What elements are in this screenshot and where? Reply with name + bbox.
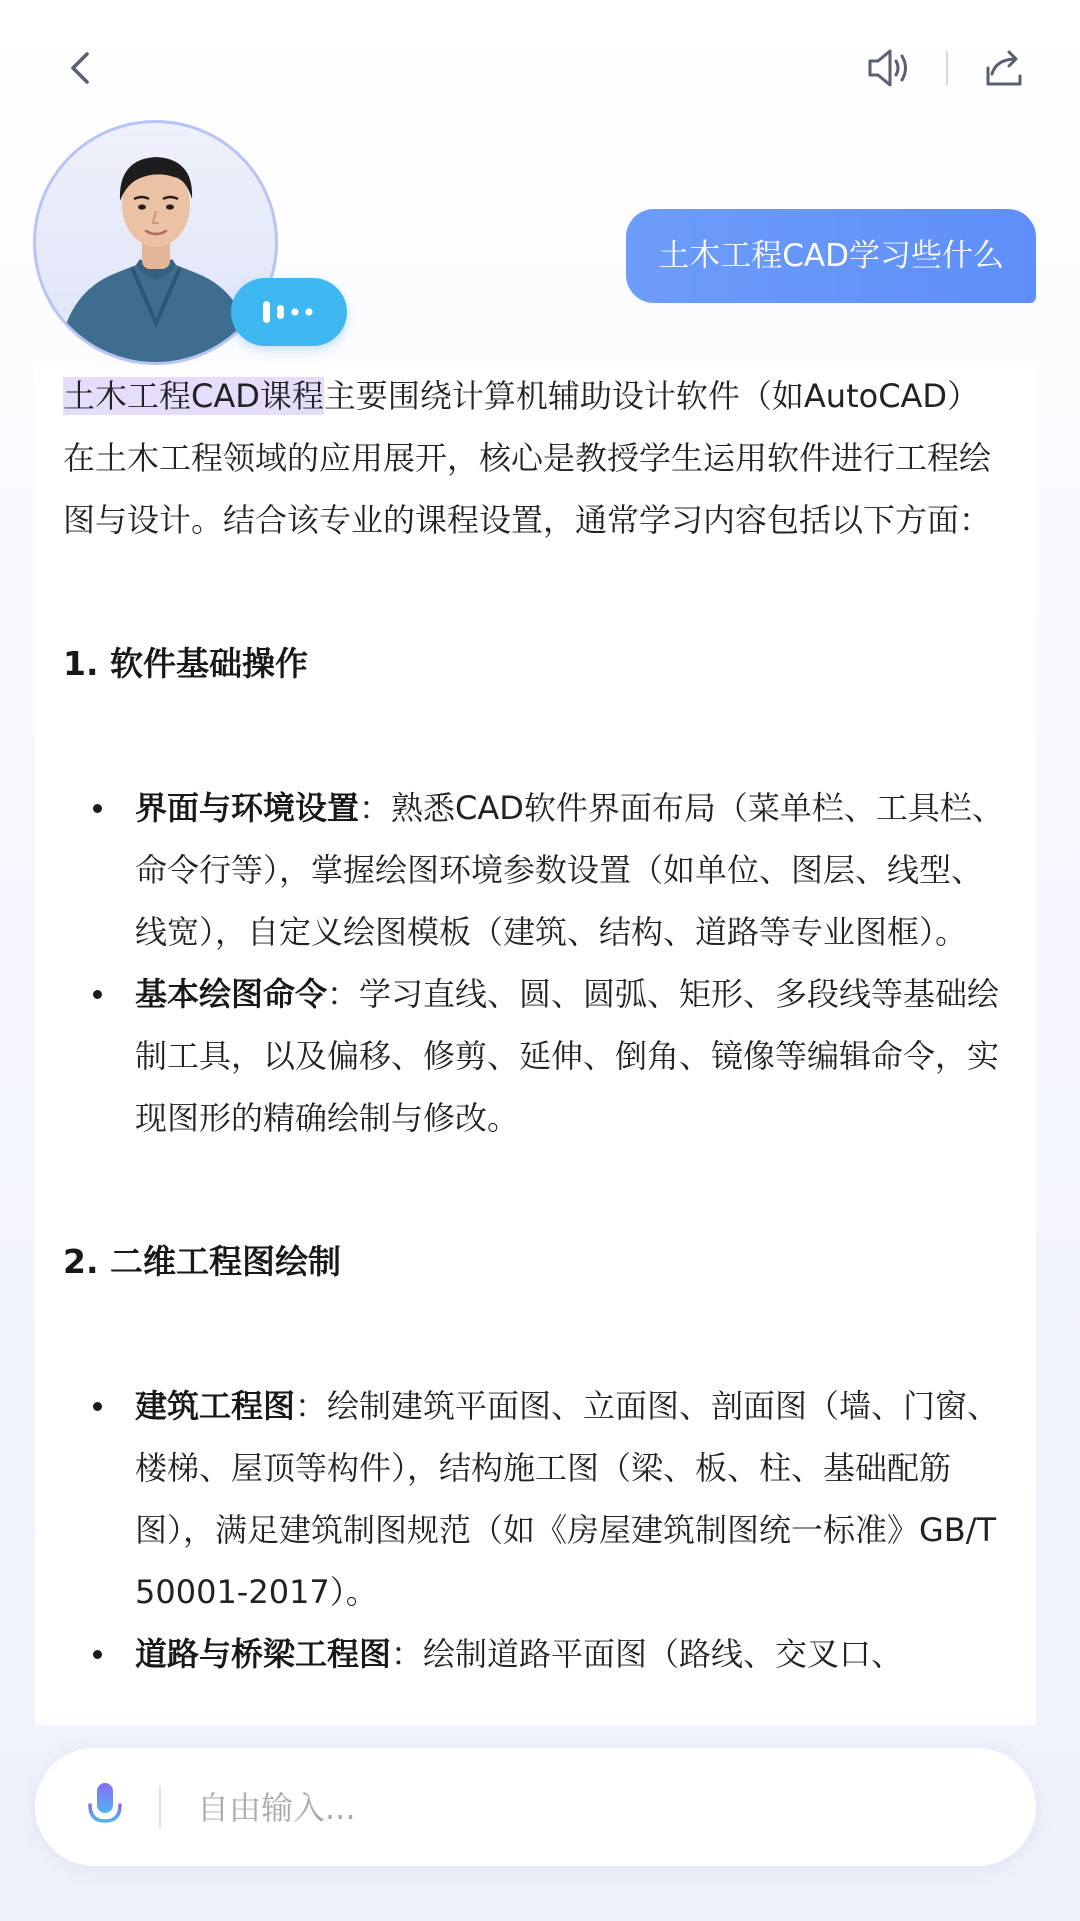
share-button[interactable] bbox=[974, 38, 1034, 98]
point-term: 建筑工程图 bbox=[135, 1387, 296, 1425]
top-actions bbox=[860, 38, 1034, 98]
back-button[interactable] bbox=[52, 40, 108, 96]
point-term: 界面与环境设置 bbox=[135, 789, 360, 827]
input-bar bbox=[35, 1748, 1036, 1866]
point-text: ：绘制建筑平面图、立面图、剖面图（墙、门窗、楼梯、屋顶等构件），结构施工图（梁、板、柱、基础配筋图），满足建筑制图规范（如《房屋建筑制图统一标准》GB/T 50001-2017）。 bbox=[135, 1387, 1000, 1611]
voice-wave-icon bbox=[259, 297, 319, 327]
speaker-icon bbox=[866, 46, 914, 90]
microphone-icon bbox=[85, 1781, 125, 1833]
top-bar bbox=[0, 0, 1080, 130]
list-item bbox=[63, 777, 1008, 963]
answer-intro bbox=[63, 365, 1008, 551]
point-text: ：熟悉CAD软件界面布局（菜单栏、工具栏、命令行等），掌握绘图环境参数设置（如单位、图层、线型、线宽），自定义绘图模板（建筑、结构、道路等专业图框）。 bbox=[135, 789, 1004, 951]
input-divider bbox=[159, 1786, 161, 1828]
share-icon bbox=[982, 46, 1026, 90]
free-input[interactable] bbox=[195, 1772, 979, 1844]
point-term: 道路与桥梁工程图 bbox=[135, 1635, 392, 1673]
assistant-answer bbox=[35, 365, 1036, 1725]
top-divider bbox=[946, 51, 948, 85]
list-item bbox=[63, 963, 1008, 1149]
section-title: 2. 二维工程图绘制 bbox=[63, 1242, 341, 1281]
chevron-left-icon bbox=[68, 50, 92, 86]
intro-text: 主要围绕计算机辅助设计软件（如AutoCAD）在土木工程领域的应用展开，核心是教授学生运用软件进行工程绘图与设计。结合该专业的课程设置，通常学习内容包括以下方面： bbox=[63, 377, 992, 539]
microphone-button[interactable] bbox=[75, 1775, 135, 1839]
voice-badge[interactable] bbox=[231, 278, 347, 346]
point-text: ：绘制道路平面图（路线、交叉口、 bbox=[391, 1635, 904, 1673]
section-points bbox=[63, 777, 1008, 1149]
assistant-avatar-area bbox=[33, 120, 278, 365]
section-title: 1. 软件基础操作 bbox=[63, 644, 308, 683]
point-text: ：学习直线、圆、圆弧、矩形、多段线等基础绘制工具，以及偏移、修剪、延伸、倒角、镜像等编辑命令，实现图形的精确绘制与修改。 bbox=[135, 975, 1000, 1137]
speaker-button[interactable] bbox=[860, 38, 920, 98]
section-points bbox=[63, 1375, 1008, 1685]
highlighted-term[interactable]: 土木工程CAD课程 bbox=[63, 377, 324, 415]
list-item bbox=[63, 1375, 1008, 1623]
user-message-bubble[interactable]: 土木工程CAD学习些什么 bbox=[626, 209, 1036, 303]
list-item bbox=[63, 1623, 1008, 1685]
point-term: 基本绘图命令 bbox=[135, 975, 328, 1013]
